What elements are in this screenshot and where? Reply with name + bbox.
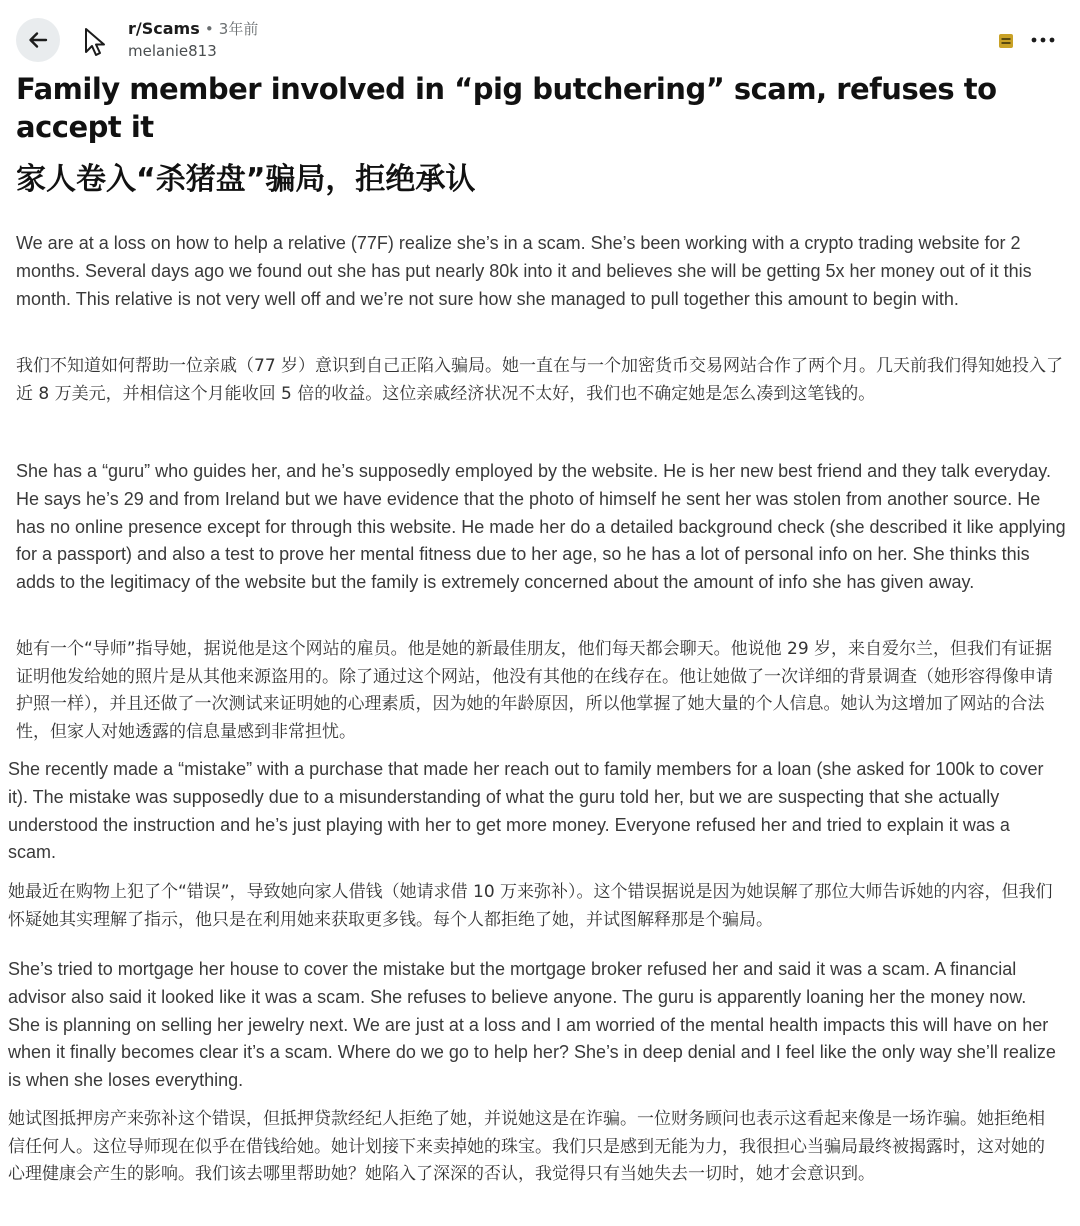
subreddit-link[interactable]: r/Scams xyxy=(128,19,200,38)
post-time: 3年前 xyxy=(218,20,259,38)
arrow-left-icon xyxy=(27,29,49,51)
author-username[interactable]: melanie813 xyxy=(128,42,217,60)
post-title-chinese: 家人卷入“杀猪盘”骗局，拒绝承认 xyxy=(16,162,476,197)
pointer-cursor-icon xyxy=(82,26,108,58)
body-paragraph-3-zh: 她最近在购物上犯了个“错误”，导致她向家人借钱（她请求借 10 万来弥补）。这个错误据说是因为她误解了那位大师告诉她的内容，但我们怀疑她其实理解了指示，他只是在利用她来获取更多钱。每个人都拒绝了她，并试图解释那是个骗局。 xyxy=(8,882,1053,930)
body-paragraph-4-en: She’s tried to mortgage her house to cover the mistake but the mortgage broker refused her and said it was a scam. A financial advisor also said it looked like it was a scam. She refuses to believe anyone. The guru is apparently loaning her the money now. She is planning on selling her jewelry next. We are just at a loss and I am worried of the mental health impacts this will have on her when it finally becomes clear it’s a scam. Where do we go to help her? She’s in deep denial and I feel like the only way she’ll realize is when she loses everything. xyxy=(8,959,1056,1091)
post-meta xyxy=(128,18,258,62)
more-options-icon xyxy=(1031,37,1055,43)
post-header xyxy=(0,0,1080,72)
body-paragraph-3-en: She recently made a “mistake” with a purchase that made her reach out to family members for a loan (she asked for 100k to cover it). The mistake was supposedly due to a misunderstanding of what the guru told her, but we are suspecting that she actually understood the instruction and he’s just playing with her to get more money. Everyone refused her and tried to explain it was a scam. xyxy=(8,759,1044,863)
body-paragraph-2-en: She has a “guru” who guides her, and he’s supposedly employed by the website. He is her new best friend and they talk everyday. He says he’s 29 and from Ireland but we have evidence that the photo of himself he sent her was stolen from another source. He has no online presence except for through this website. He made her do a detailed background check (she described it like applying for a passport) and also a test to prove her mental fitness due to her age, so he has a lot of personal info on her. She thinks this adds to the legitimacy of the website but the family is extremely concerned about the amount of info she has given away. xyxy=(16,461,1066,593)
meta-separator: • xyxy=(204,20,214,38)
body-paragraph-4-zh: 她试图抵押房产来弥补这个错误，但抵押贷款经纪人拒绝了她，并说她这是在诈骗。一位财务顾问也表示这看起来像是一场诈骗。她拒绝相信任何人。这位导师现在似乎在借钱给她。她计划接下来卖掉她的珠宝。我们只是感到无能为力，我很担心当骗局最终被揭露时，这对她的心理健康会产生的影响。我们该去哪里帮助她？她陷入了深深的否认，我觉得只有当她失去一切时，她才会意识到。 xyxy=(8,1109,1045,1184)
post-title-english: Family member involved in “pig butchering” scam, refuses to accept it xyxy=(16,72,997,144)
body-paragraph-1-en: We are at a loss on how to help a relative (77F) realize she’s in a scam. She’s been working with a crypto trading website for 2 months. Several days ago we found out she has put nearly 80k into it and believes she will be getting 5x her money out of it this month. This relative is not very well off and we’re not sure how she managed to pull together this amount to begin with. xyxy=(16,233,1032,309)
body-paragraph-1-zh: 我们不知道如何帮助一位亲戚（77 岁）意识到自己正陷入骗局。她一直在与一个加密货币交易网站合作了两个月。几天前我们得知她投入了近 8 万美元，并相信这个月能收回 5 倍的收益。这位亲戚经济状况不太好，我们也不确定她是怎么凑到这笔钱的。 xyxy=(16,356,1064,404)
body-paragraph-2-zh: 她有一个“导师”指导她，据说他是这个网站的雇员。他是她的新最佳朋友，他们每天都会聊天。他说他 29 岁，来自爱尔兰，但我们有证据证明他发给她的照片是从其他来源盗用的。除了通过这个网站，他没有其他的在线存在。他让她做了一次详细的背景调查（她形容得像申请护照一样），并且还做了一次测试来证明她的心理素质，因为她的年龄原因，所以他掌握了她大量的个人信息。她认为这增加了网站的合法性，但家人对她透露的信息量感到非常担忧。 xyxy=(16,639,1053,742)
mod-shield-icon[interactable] xyxy=(997,32,1015,50)
more-options-button[interactable] xyxy=(1028,28,1058,52)
back-button[interactable] xyxy=(16,18,60,62)
